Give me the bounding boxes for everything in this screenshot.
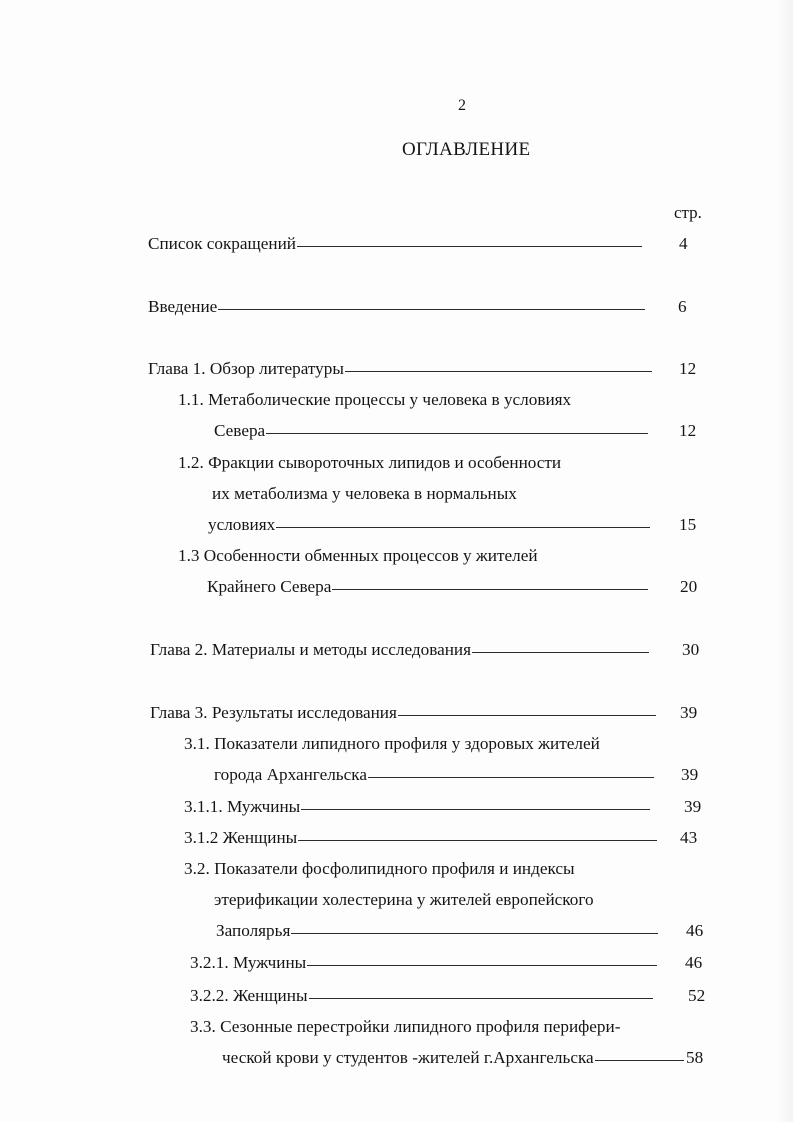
toc-entry-page: 52 — [688, 986, 706, 1005]
toc-entry-page: 58 — [686, 1048, 704, 1067]
toc-entry-text: Крайнего Севера — [207, 577, 332, 596]
toc-leader-line — [291, 932, 658, 934]
toc-entry — [148, 234, 642, 254]
page-column-label: стр. — [674, 203, 702, 222]
toc-leader-line — [345, 370, 652, 372]
toc-entry — [148, 297, 645, 317]
toc-entry-text: 3.1.2 Женщины — [184, 828, 298, 847]
toc-entry-page: 39 — [684, 797, 702, 816]
toc-entry-text: ческой крови у студентов -жителей г.Архангельска — [222, 1048, 594, 1067]
toc-entry-text: Глава 3. Результаты исследования — [150, 703, 397, 722]
toc-entry-page: 12 — [679, 359, 697, 378]
toc-leader-line — [398, 714, 656, 716]
toc-entry-text: 3.2.2. Женщины — [190, 986, 308, 1005]
toc-entry-page: 4 — [679, 234, 688, 253]
toc-leader-line — [266, 432, 648, 434]
toc-entry — [150, 703, 656, 723]
page-edge-shadow — [777, 0, 793, 1122]
toc-entry — [214, 890, 594, 910]
toc-leader-line — [276, 526, 650, 528]
toc-entry-text: этерификации холестерина у жителей европейского — [214, 890, 594, 909]
toc-leader-line — [301, 808, 650, 810]
page-title: ОГЛАВЛЕНИЕ — [402, 139, 531, 160]
page-number: 2 — [458, 97, 466, 114]
toc-leader-line — [307, 964, 657, 966]
toc-entry — [184, 859, 575, 879]
toc-leader-line — [297, 245, 642, 247]
toc-entry — [148, 359, 652, 379]
toc-entry-text: 3.1. Показатели липидного профиля у здоровых жителей — [184, 734, 600, 753]
toc-entry — [190, 953, 657, 973]
toc-entry-page: 12 — [679, 421, 697, 440]
toc-entry — [184, 828, 657, 848]
toc-entry-page: 46 — [686, 921, 704, 940]
toc-entry — [184, 734, 600, 754]
toc-entry-page: 15 — [679, 515, 697, 534]
toc-entry-text: 1.3 Особенности обменных процессов у жителей — [178, 546, 538, 565]
toc-leader-line — [368, 776, 654, 778]
toc-entry-page: 20 — [680, 577, 698, 596]
toc-leader-line — [218, 308, 645, 310]
toc-entry — [214, 765, 654, 785]
toc-entry — [208, 515, 650, 535]
toc-entry-text: Заполярья — [216, 921, 291, 940]
toc-leader-line — [595, 1059, 684, 1061]
toc-entry — [178, 390, 571, 410]
toc-entry — [184, 797, 650, 817]
toc-entry — [207, 577, 648, 597]
toc-entry — [178, 453, 561, 473]
toc-entry-text: Глава 2. Материалы и методы исследования — [150, 640, 472, 659]
toc-entry-text: Глава 1. Обзор литературы — [148, 359, 344, 378]
toc-entry-text: 3.3. Сезонные перестройки липидного профиля перифери- — [190, 1017, 621, 1036]
toc-entry — [178, 546, 538, 566]
toc-entry-text: их метаболизма у человека в нормальных — [212, 484, 517, 503]
toc-entry — [222, 1048, 684, 1068]
toc-entry-page: 39 — [681, 765, 699, 784]
toc-entry — [212, 484, 517, 504]
toc-entry-page: 6 — [678, 297, 687, 316]
toc-entry-page: 43 — [680, 828, 698, 847]
toc-leader-line — [298, 839, 657, 841]
toc-entry-text: условиях — [208, 515, 276, 534]
toc-entry-text: Севера — [214, 421, 266, 440]
toc-entry — [190, 1017, 620, 1037]
toc-entry-text: Введение — [148, 297, 218, 316]
toc-entry-text: города Архангельска — [214, 765, 367, 784]
toc-entry-page: 46 — [685, 953, 703, 972]
toc-leader-line — [472, 651, 649, 653]
toc-entry-text: 1.1. Метаболические процессы у человека в условиях — [178, 390, 572, 409]
toc-entry-page: 30 — [682, 640, 700, 659]
toc-entry — [216, 921, 658, 941]
toc-leader-line — [332, 588, 648, 590]
toc-entry-text: 3.2. Показатели фосфолипидного профиля и индексы — [184, 859, 575, 878]
toc-entry — [190, 986, 653, 1006]
toc-entry-text: Список сокращений — [148, 234, 296, 253]
toc-entry-text: 3.2.1. Мужчины — [190, 953, 307, 972]
toc-entry-page: 39 — [680, 703, 698, 722]
toc-entry — [214, 421, 648, 441]
toc-entry — [150, 640, 649, 660]
toc-entry-text: 1.2. Фракции сывороточных липидов и особенности — [178, 453, 562, 472]
toc-leader-line — [309, 997, 653, 999]
toc-entry-text: 3.1.1. Мужчины — [184, 797, 301, 816]
